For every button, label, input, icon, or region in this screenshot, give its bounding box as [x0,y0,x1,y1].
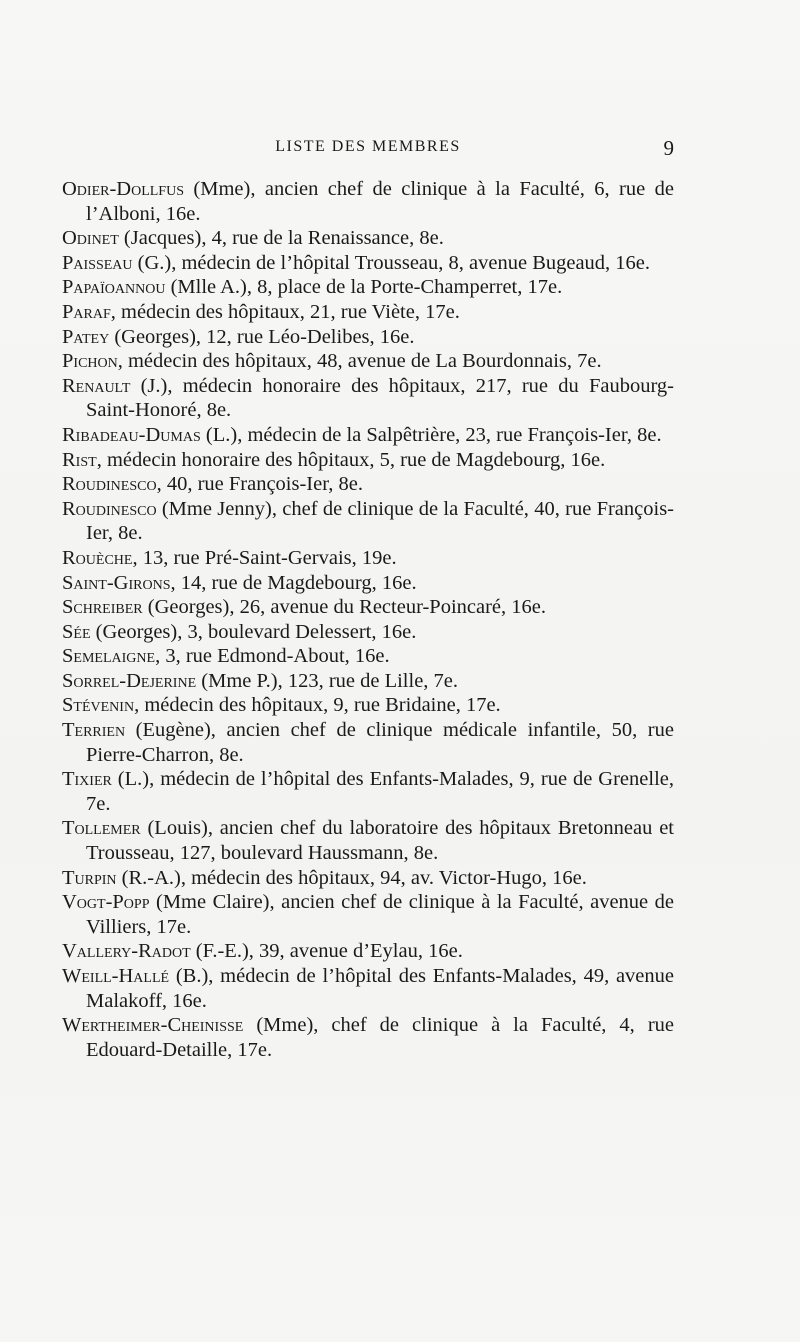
member-name: Weill-Hallé [62,965,170,987]
member-details: (Jacques), 4, rue de la Renaissance, 8e. [118,227,444,250]
member-list [62,177,674,1062]
member-details: (Georges), 26, avenue du Recteur-Poincaré, 16e. [142,596,547,619]
member-entry [62,620,674,645]
member-entry [62,595,674,620]
page-header [62,136,674,164]
member-name: Rist [62,448,97,471]
member-details: , 13, rue Pré-Saint-Gervais, 19e. [132,546,397,569]
member-name: Papaïoannou [62,276,166,299]
member-entry [62,1013,674,1062]
member-name: Stévenin [62,694,135,717]
member-details: (Georges), 3, boulevard Delessert, 16e. [90,620,417,643]
member-entry [62,472,674,497]
member-entry [62,890,674,939]
member-name: Terrien [62,719,126,742]
member-entry [62,374,674,423]
member-name: Vogt-Popp [62,891,150,914]
member-details: , médecin des hôpitaux, 9, rue Bridaine, 17e. [134,694,501,717]
member-details: (B.), médecin de l’hôpital des Enfants-Malades, 49, avenue Malakoff, 16e. [86,965,674,1012]
member-name: Rouèche [62,546,133,569]
member-entry [62,177,674,226]
running-title: LISTE DES MEMBRES [275,138,461,155]
member-name: Sée [62,620,91,643]
member-name: Pichon [62,350,118,373]
member-name: Roudinesco [62,473,157,496]
member-entry [62,644,674,669]
member-name: Renault [62,374,131,397]
member-name: Odier-Dollfus [62,178,184,200]
member-details: (L.), médecin de la Salpêtrière, 23, rue François-Ier, 8e. [200,423,662,446]
member-details: (Eugène), ancien chef de clinique médicale infantile, 50, rue Pierre-Charron, 8e. [86,719,674,766]
member-name: Patey [62,325,110,348]
member-entry [62,546,674,571]
member-entry [62,866,674,891]
page-number: 9 [663,136,674,160]
member-details: , 3, rue Edmond-About, 16e. [155,645,390,668]
member-name: Saint-Girons [62,571,171,594]
member-details: , médecin honoraire des hôpitaux, 5, rue de Magdebourg, 16e. [96,448,606,471]
member-details: , médecin des hôpitaux, 48, avenue de La Bourdonnais, 7e. [117,350,602,373]
member-name: Tollemer [62,817,141,840]
member-details: (R.-A.), médecin des hôpitaux, 94, av. Victor-Hugo, 16e. [116,866,587,889]
member-entry [62,448,674,473]
member-name: Semelaigne [62,645,156,668]
member-entry [62,571,674,596]
member-details: (Mme Claire), ancien chef de clinique à la Faculté, avenue de Villiers, 17e. [86,891,674,938]
member-details: (L.), médecin de l’hôpital des Enfants-Malades, 9, rue de Grenelle, 7e. [86,768,674,815]
member-entry [62,669,674,694]
member-entry [62,226,674,251]
member-details: (Mlle A.), 8, place de la Porte-Champerret, 17e. [165,276,563,299]
member-name: Turpin [62,866,117,889]
member-name: Ribadeau-Dumas [62,423,201,446]
member-details: (G.), médecin de l’hôpital Trousseau, 8, avenue Bugeaud, 16e. [132,251,651,274]
member-entry [62,349,674,374]
member-details: , 40, rue François-Ier, 8e. [156,473,363,496]
member-details: , médecin des hôpitaux, 21, rue Viète, 17e. [110,300,460,323]
member-entry [62,251,674,276]
member-details: (Mme), chef de clinique à la Faculté, 4, rue Edouard-Detaille, 17e. [86,1014,674,1061]
member-entry [62,275,674,300]
member-name: Paisseau [62,251,133,274]
member-details: (J.), médecin honoraire des hôpitaux, 217, rue du Faubourg-Saint-Honoré, 8e. [86,374,674,422]
member-entry [62,423,674,448]
member-entry [62,767,674,816]
member-entry [62,325,674,350]
member-name: Sorrel-Dejerine [62,669,197,692]
member-details: (Mme P.), 123, rue de Lille, 7e. [196,669,459,692]
member-name: Roudinesco [62,497,157,520]
member-entry [62,693,674,718]
member-entry [62,964,674,1013]
member-entry [62,939,674,964]
member-name: Odinet [62,227,119,250]
member-name: Wertheimer-Cheinisse [62,1014,244,1037]
member-details: , 14, rue de Magdebourg, 16e. [170,571,417,594]
member-details: (Georges), 12, rue Léo-Delibes, 16e. [109,325,415,348]
member-details: (Mme), ancien chef de clinique à la Faculté, 6, rue de l’Alboni, 16e. [86,178,674,225]
member-entry [62,816,674,865]
member-name: Paraf [62,300,111,323]
member-name: Tixier [62,768,112,791]
member-details: (F.-E.), 39, avenue d’Eylau, 16e. [190,940,463,963]
member-details: (Mme Jenny), chef de clinique de la Faculté, 40, rue François-Ier, 8e. [86,497,674,545]
member-entry [62,718,674,767]
member-details: (Louis), ancien chef du laboratoire des hôpitaux Bretonneau et Trousseau, 127, boulevard Haussmann, 8e. [86,817,674,865]
member-name: Schreiber [62,596,143,619]
member-name: Vallery-Radot [62,940,191,963]
member-entry [62,497,674,546]
member-entry [62,300,674,325]
